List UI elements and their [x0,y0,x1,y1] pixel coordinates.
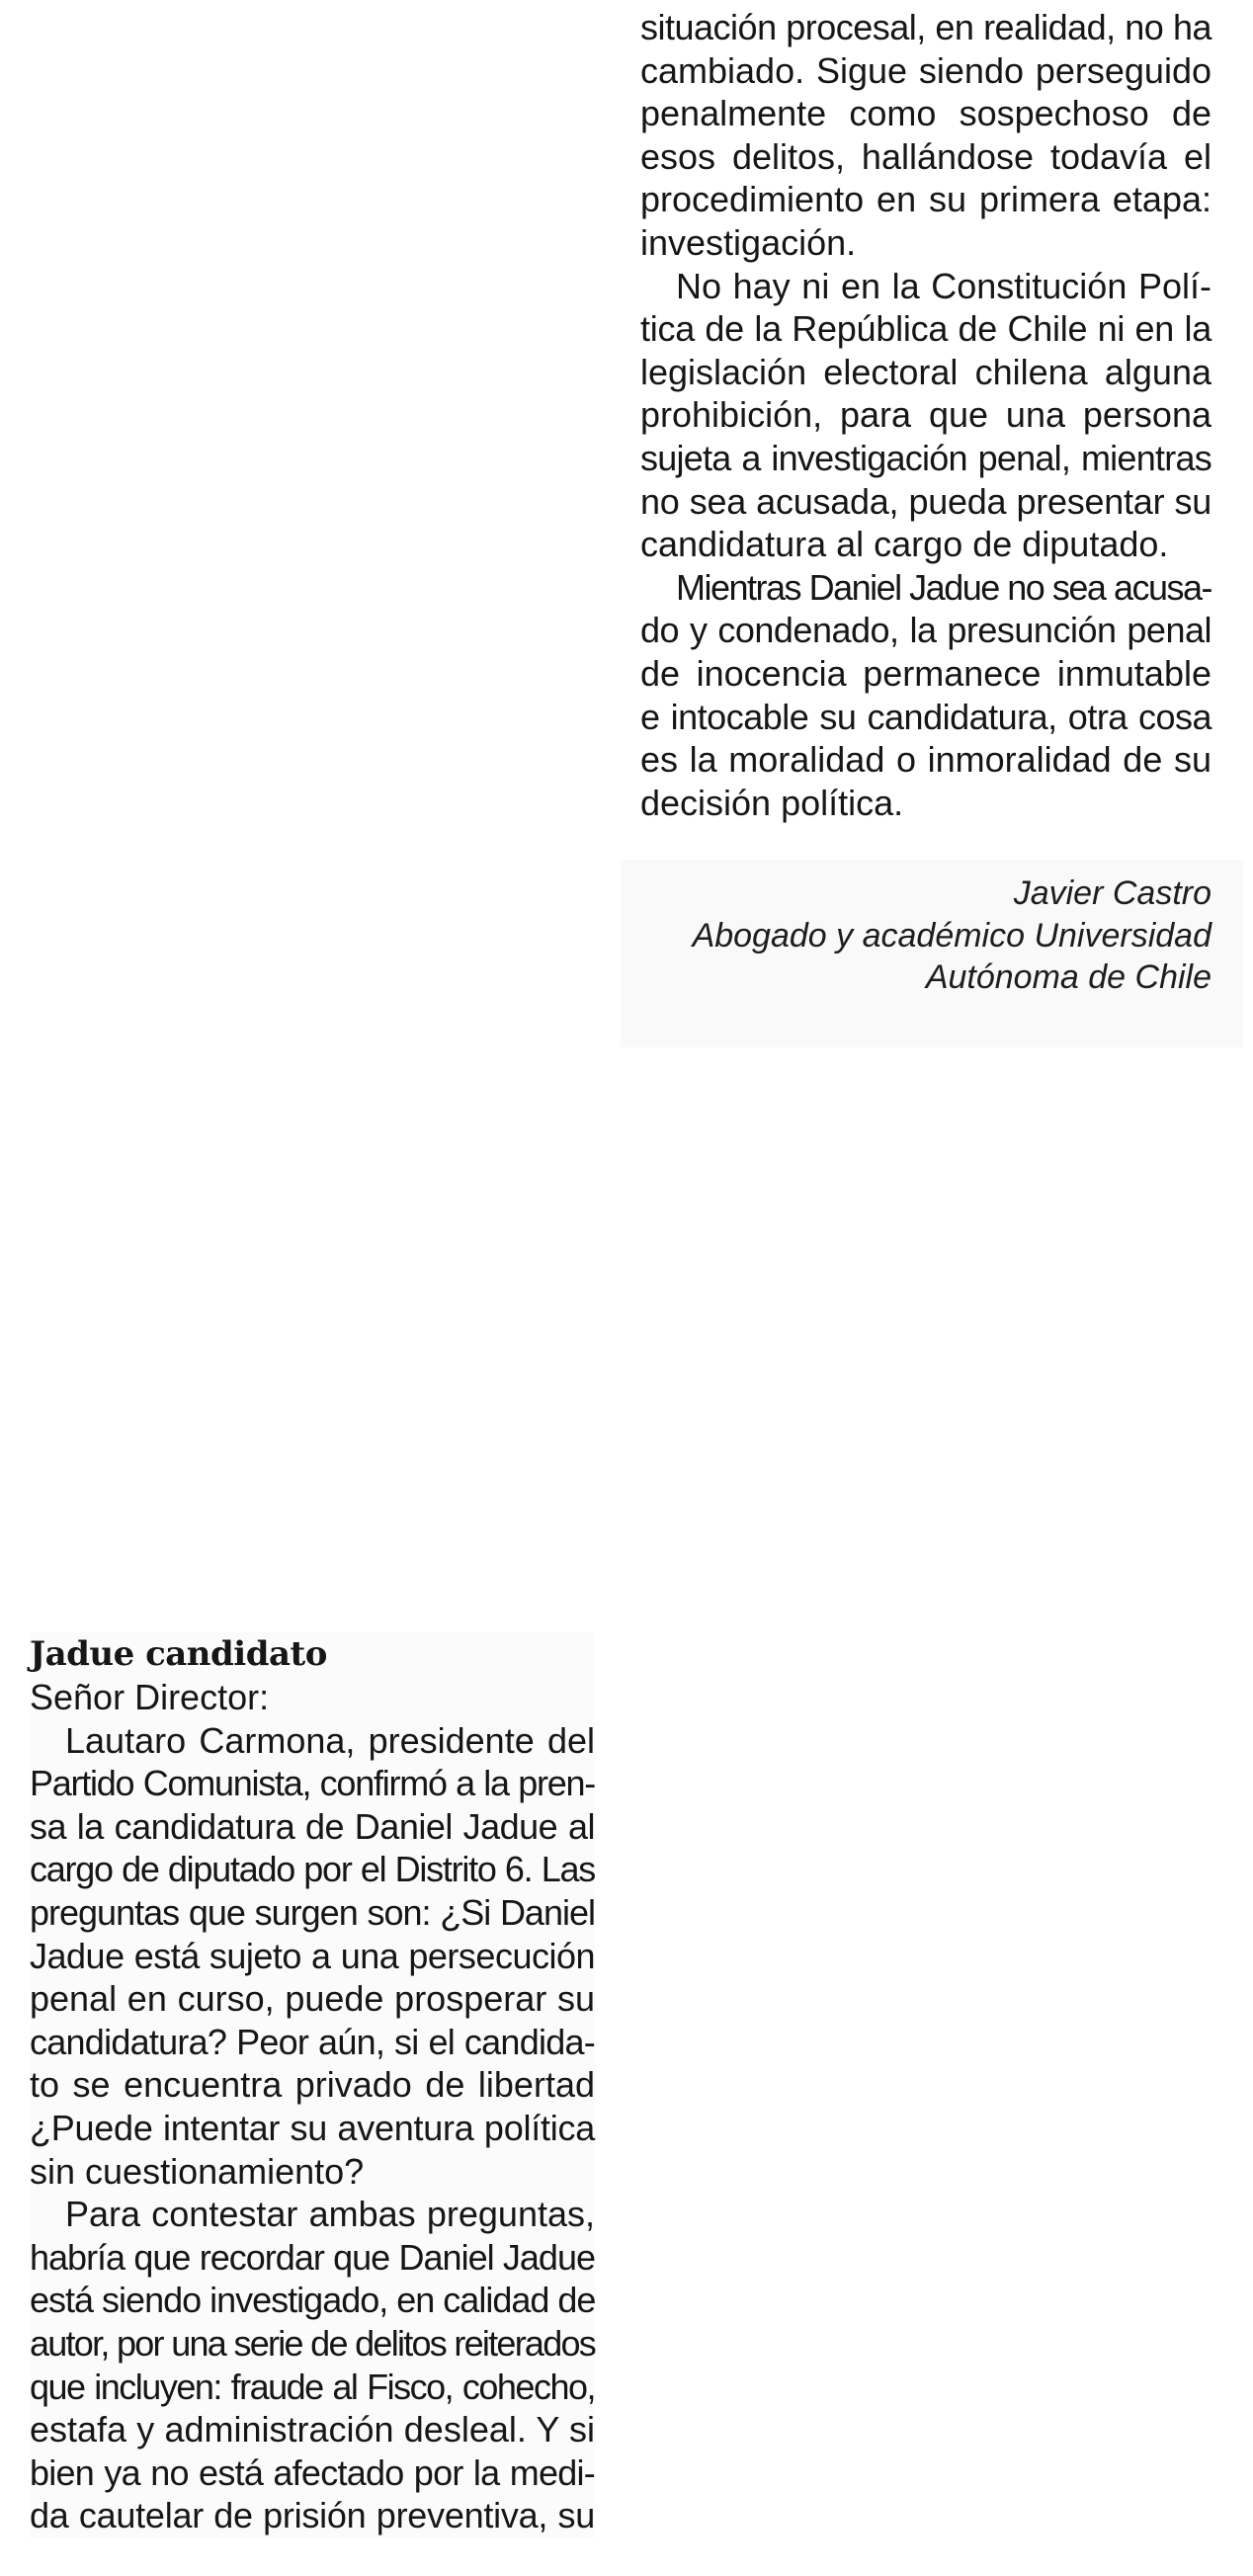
text-line: tica de la República de Chile ni en la [640,308,1211,350]
text-line: de inocencia permanece inmutable [640,652,1211,694]
text-line: decisión política. [640,782,904,823]
letter-headline: Jadue candidato [30,1634,327,1674]
text-line: prohibición, para que una persona [640,394,1211,436]
text-line: investigación. [640,221,857,263]
letter-column [30,1632,595,2537]
text-line: penal en curso, puede prosperar su [30,1978,595,2020]
text-line: No hay ni en la Constitución Polí- [676,265,1211,306]
text-line: habría que recordar que Daniel Jadue [30,2236,595,2278]
text-line: estafa y administración desleal. Y si [30,2409,595,2451]
text-line: e intocable su candidatura, otra cosa [640,696,1211,737]
text-line: bien ya no está afectado por la medi- [30,2451,595,2493]
letter-continuation-column [640,6,1211,824]
letter-signature [640,873,1211,999]
text-line: sujeta a investigación penal, mientras [640,437,1211,478]
text-line: to se encuentra privado de libertad [30,2064,595,2106]
text-line: legislación electoral chilena alguna [640,351,1211,392]
text-line: Partido Comunista, confirmó a la pren- [30,1763,595,1804]
text-line: Lautaro Carmona, presidente del [65,1719,595,1761]
text-line: penalmente como sospechoso de [640,93,1211,134]
text-line: Para contestar ambas preguntas, [65,2194,595,2235]
text-line: candidatura al cargo de diputado. [640,524,1169,565]
text-line: preguntas que surgen son: ¿Si Daniel [30,1891,595,1933]
text-line: situación procesal, en realidad, no ha [640,7,1211,47]
text-line: autor, por una serie de delitos reiterados [30,2322,595,2364]
author-name: Javier Castro [1013,874,1211,912]
text-line: Mientras Daniel Jadue no sea acusa- [676,566,1211,608]
text-line: esos delitos, hallándose todavía el [640,135,1211,177]
letter-salutation: Señor Director: [30,1677,270,1717]
paragraph [30,2193,595,2537]
text-line: Jadue está sujeto a una persecución [30,1935,595,1976]
text-line: candidatura? Peor aún, si el candida- [30,2021,595,2062]
text-line: cargo de diputado por el Distrito 6. Las [30,1849,595,1890]
text-line: cambiado. Sigue siendo perseguido [640,49,1211,91]
text-line: es la moralidad o inmoralidad de su [640,739,1211,781]
author-title: Abogado y académico Universidad [692,916,1211,955]
paragraph [640,566,1211,825]
text-line: procedimiento en su primera etapa: [640,179,1211,220]
text-line: sa la candidatura de Daniel Jadue al [30,1805,595,1847]
text-line: no sea acusada, pueda presentar su [640,480,1211,522]
paragraph [640,265,1211,566]
text-line: ¿Puede intentar su aventura política [30,2107,595,2148]
author-title: Autónoma de Chile [925,958,1211,996]
text-line: do y condenado, la presunción penal [640,610,1211,651]
text-line: está siendo investigado, en calidad de [30,2280,596,2321]
text-line: sin cuestionamiento? [30,2150,365,2192]
paragraph [640,6,1211,265]
paragraph [30,1719,595,2194]
text-line: que incluyen: fraude al Fisco, cohecho, [30,2366,595,2407]
text-line: da cautelar de prisión preventiva, su [30,2495,595,2536]
